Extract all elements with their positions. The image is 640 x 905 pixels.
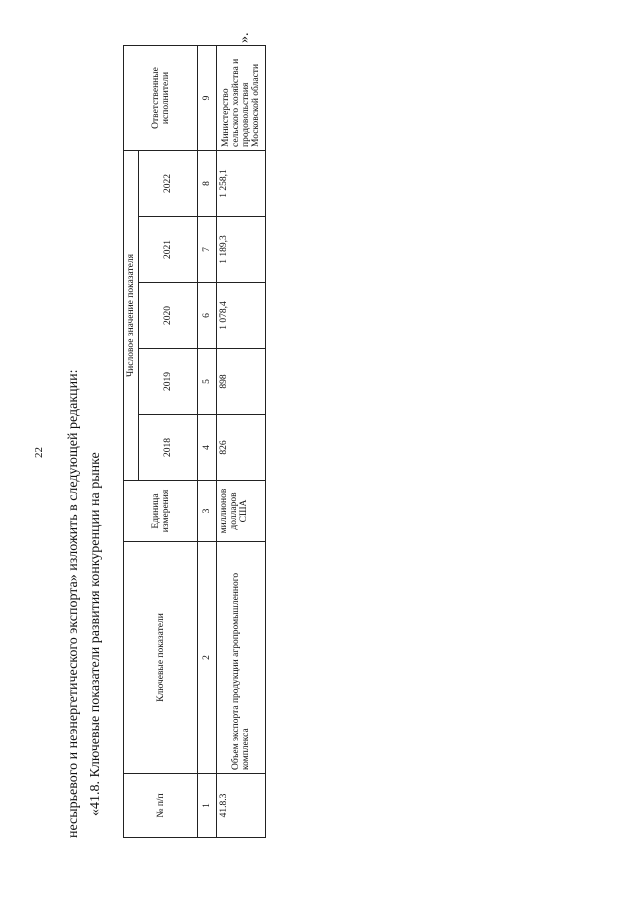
column-number: 4: [198, 415, 217, 481]
header-indicator: Ключевые показатели: [124, 542, 198, 774]
header-year: 2022: [139, 151, 198, 217]
row-value-2022: 1 258,1: [217, 151, 266, 217]
header-unit: Единица измерения: [124, 481, 198, 542]
section-title: «41.8. Ключевые показатели развития конкуренции на рынке: [88, 452, 103, 816]
header-responsible: Ответственные исполнители: [124, 46, 198, 151]
row-indicator: Объем экспорта продукции агропромышленного комплекса: [217, 542, 266, 774]
header-year: 2020: [139, 283, 198, 349]
header-year: 2021: [139, 217, 198, 283]
table-row: [217, 46, 266, 838]
header-year: 2019: [139, 349, 198, 415]
row-value-2018: 826: [217, 415, 266, 481]
header-year: 2018: [139, 415, 198, 481]
column-number: 8: [198, 151, 217, 217]
intro-text: несырьевого и неэнергетического экспорта» изложить в следующей редакции:: [66, 369, 81, 838]
header-numeric-group: Числовое значение показателя: [124, 151, 139, 481]
page-number: 22: [33, 447, 45, 458]
column-number: 9: [198, 46, 217, 151]
row-responsible: Министерство сельского хозяйства и продовольствия Московской области: [217, 46, 266, 151]
row-value-2021: 1 189,3: [217, 217, 266, 283]
row-unit: миллионов долларов США: [217, 481, 266, 542]
column-number: 7: [198, 217, 217, 283]
header-number: № п/п: [124, 774, 198, 838]
key-indicators-table: [123, 45, 266, 838]
row-number: 41.8.3: [217, 774, 266, 838]
column-number-row: [198, 46, 217, 838]
column-number: 3: [198, 481, 217, 542]
column-number: 1: [198, 774, 217, 838]
column-number: 6: [198, 283, 217, 349]
column-number: 2: [198, 542, 217, 774]
row-value-2020: 1 078,4: [217, 283, 266, 349]
header-row: [124, 46, 139, 838]
closing-quote: ».: [237, 32, 252, 43]
column-number: 5: [198, 349, 217, 415]
row-value-2019: 898: [217, 349, 266, 415]
